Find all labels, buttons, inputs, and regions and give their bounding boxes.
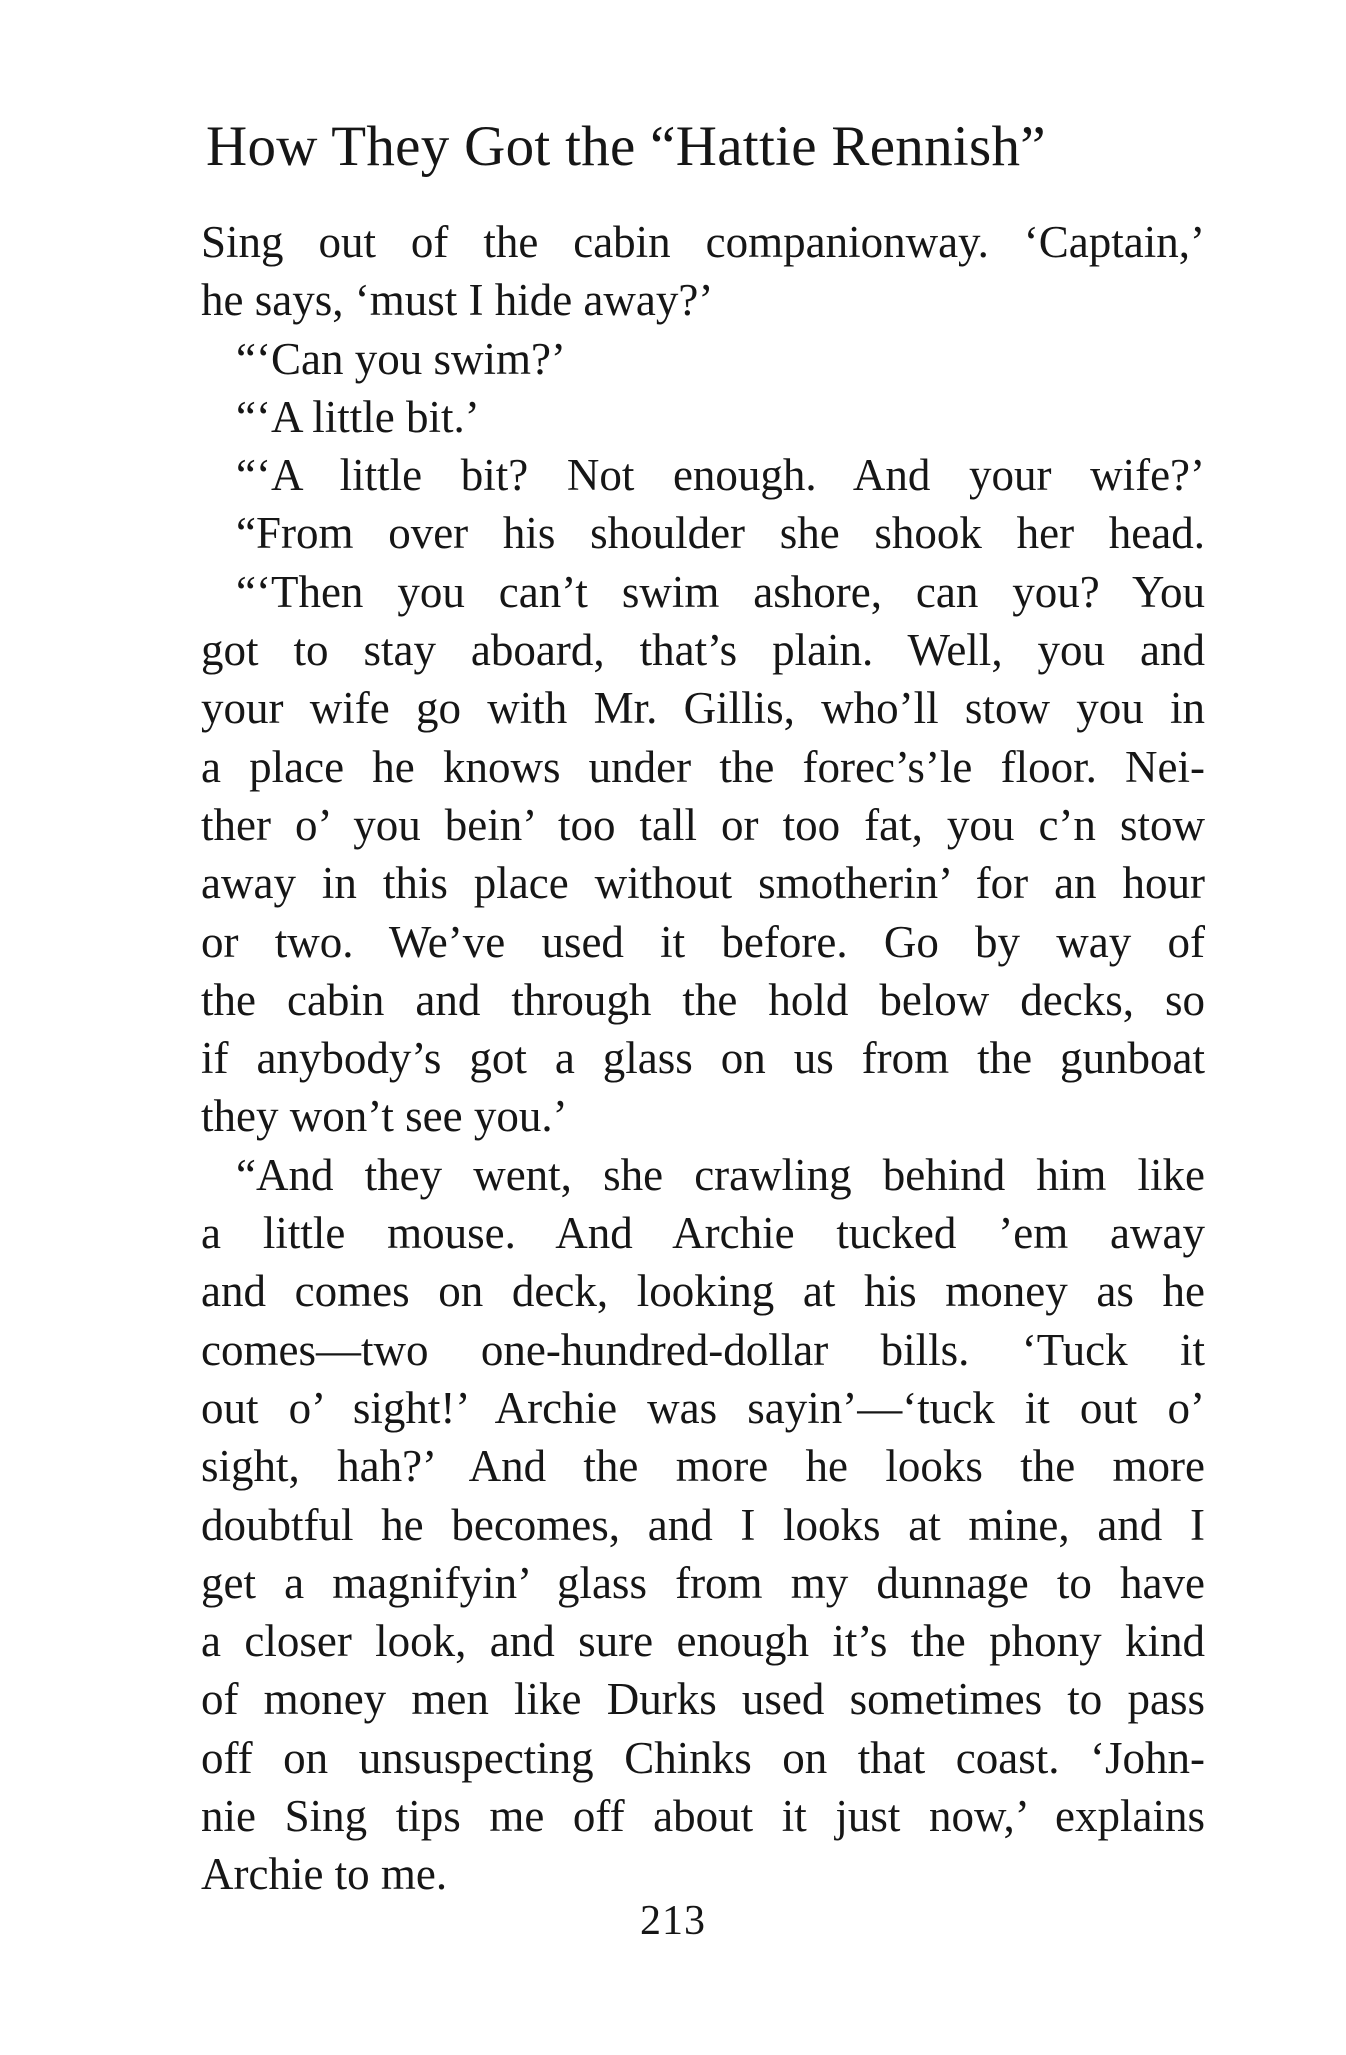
page-number: 213	[640, 1898, 706, 1944]
text-line: off on unsuspecting Chinks on that coast. ‘John-	[201, 1732, 1205, 1783]
text-line: your wife go with Mr. Gillis, who’ll stow you in	[201, 683, 1205, 734]
text-line: comes—two one-hundred-dollar bills. ‘Tuck it	[201, 1324, 1205, 1375]
text-line: “‘A little bit? Not enough. And your wife?’	[236, 450, 1205, 501]
text-line: out o’ sight!’ Archie was sayin’—‘tuck it out o’	[201, 1382, 1205, 1433]
text-line: a little mouse. And Archie tucked ’em away	[201, 1208, 1205, 1259]
text-line: “And they went, she crawling behind him like	[236, 1149, 1205, 1200]
text-line: a place he knows under the forec’s’le floor. Nei-	[201, 741, 1205, 792]
text-line: nie Sing tips me off about it just now,’ explains	[201, 1791, 1205, 1842]
text-line: doubtful he becomes, and I looks at mine, and I	[201, 1499, 1205, 1550]
text-line: they won’t see you.’	[201, 1091, 568, 1142]
text-line: “‘Then you can’t swim ashore, can you? You	[236, 566, 1205, 617]
text-line: a closer look, and sure enough it’s the phony kind	[201, 1616, 1205, 1667]
text-line: he says, ‘must I hide away?’	[201, 275, 714, 326]
text-line: sight, hah?’ And the more he looks the more	[201, 1441, 1205, 1492]
text-line: away in this place without smotherin’ for an hour	[201, 858, 1205, 909]
text-line: the cabin and through the hold below decks, so	[201, 974, 1205, 1025]
body-text	[201, 213, 1205, 1904]
text-line: Archie to me.	[201, 1849, 448, 1900]
text-line: and comes on deck, looking at his money as he	[201, 1266, 1205, 1317]
text-line: “‘A little bit.’	[236, 391, 480, 442]
text-line: got to stay aboard, that’s plain. Well, you and	[201, 625, 1205, 676]
text-line: of money men like Durks used sometimes to pass	[201, 1674, 1205, 1725]
running-head: How They Got the “Hattie Rennish”	[206, 115, 1046, 178]
text-line: ther o’ you bein’ too tall or too fat, you c’n stow	[201, 799, 1205, 850]
text-line: Sing out of the cabin companionway. ‘Captain,’	[201, 217, 1205, 267]
text-line: “From over his shoulder she shook her head.	[236, 508, 1205, 559]
text-line: get a magnifyin’ glass from my dunnage to have	[201, 1557, 1205, 1608]
text-line: or two. We’ve used it before. Go by way of	[201, 916, 1205, 967]
text-line: “‘Can you swim?’	[236, 333, 566, 384]
text-line: if anybody’s got a glass on us from the gunboat	[201, 1033, 1205, 1084]
